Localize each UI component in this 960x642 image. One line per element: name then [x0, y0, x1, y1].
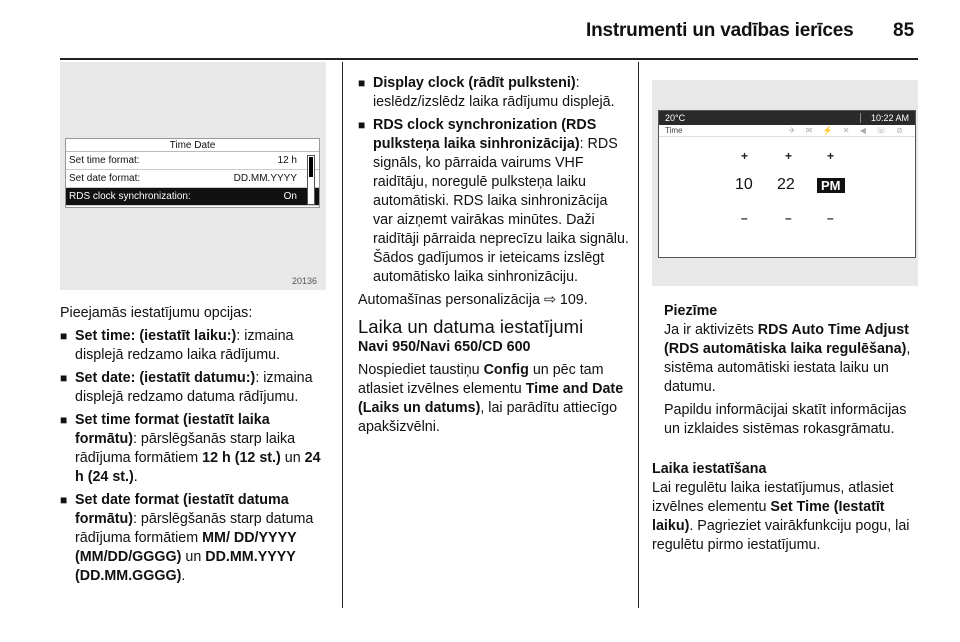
column-divider-1 [342, 62, 343, 608]
section-subheading: Laika iestatīšana [652, 461, 767, 477]
term: RDS clock synchronization (RDS pulksteņa laika sinhronizācija) [373, 117, 597, 152]
note-box [664, 302, 920, 443]
ampm-value: PM [817, 178, 845, 193]
instruction-text: Nospiediet taustiņu Config un pēc tam atlasiet izvēlnes elementu Time and Date (Laiks un datums), lai parādītu attiecīgo apakšizvēlni. [358, 362, 624, 435]
option: 24 h (24 st.) [75, 450, 321, 485]
intro-text: Pieejamās iestatījumu opcijas: [60, 305, 253, 321]
description: : pārslēgšanās starp datuma rādījuma formātiem [75, 511, 314, 546]
punct: . [181, 568, 186, 584]
header-rule [60, 58, 918, 60]
term: Display clock (rādīt pulksteni) [373, 75, 576, 91]
time-date-screen [65, 138, 320, 208]
punct: . [133, 469, 138, 485]
scrollbar-icon [307, 155, 315, 205]
list-item-display-clock [358, 74, 630, 112]
minute-minus-icon: – [785, 211, 792, 225]
screen-label: Time [665, 126, 683, 135]
connector: un [181, 549, 206, 565]
description: : izmaina displejā redzamo datuma rādījumu. [75, 370, 313, 405]
cross-reference: Automašīnas personalizācija ⇨ 109. [358, 292, 588, 308]
menu-row-value: 12 h [277, 155, 297, 166]
clock: 10:22 AM [870, 113, 909, 123]
menu-row-label: RDS clock synchronization: [69, 191, 191, 202]
header-title: Instrumenti un vadības ierīces [586, 20, 854, 41]
set-time-screen [658, 110, 916, 258]
minute-value: 22 [777, 176, 795, 193]
figure-time-date-menu [60, 62, 326, 290]
description: : ieslēdz/izslēdz laika rādījumu displejā. [373, 75, 615, 110]
option: DD.MM.YYYY (DD.MM.GGGG) [75, 549, 296, 584]
note-text-2: Papildu informācijai skatīt informācijas un izklaides sistēmas rokasgrāmatu. [664, 402, 907, 437]
column-divider-2 [638, 62, 639, 608]
description: : izmaina displejā redzamo laika rādījumu. [75, 328, 294, 363]
status-divider [860, 113, 861, 123]
option: MM/ DD/YYYY (MM/DD/GGGG) [75, 530, 297, 565]
menu-row-label: Set date format: [69, 173, 141, 184]
term: Set time format (iestatīt laika formātu) [75, 412, 270, 447]
hour-plus-icon: + [741, 149, 749, 163]
connector: un [280, 450, 305, 466]
section-heading: Laika un datuma iestatījumi [358, 316, 584, 337]
list-item-rds-sync [358, 116, 630, 287]
hour-value: 10 [735, 176, 753, 193]
hour-minus-icon: – [741, 211, 748, 225]
note-term: RDS Auto Time Adjust (RDS automātiska laika regulēšana) [664, 322, 909, 357]
page-number: 85 [893, 20, 915, 41]
description: : pārslēgšanās starp laika rādījuma formātiem [75, 431, 296, 466]
menu-row-rds-sync [66, 188, 319, 206]
figure-number: 20136 [292, 276, 318, 286]
instruction-text: Lai regulētu laika iestatījumus, atlasiet izvēlnes elementu Set Time (Iestatīt laiku). Pagrieziet vairākfunkciju pogu, lai regulētu pirmo iestatījumu. [652, 480, 910, 553]
ampm-minus-icon: – [827, 211, 834, 225]
menu-row-value: On [283, 191, 297, 202]
term: Set date format (iestatīt datuma formātu) [75, 492, 289, 527]
term: Set date: (iestatīt datumu:) [75, 370, 256, 386]
temperature: 20°C [665, 113, 686, 123]
list-item-set-time [60, 327, 332, 365]
menu-row-time-format [66, 152, 319, 170]
term: Set time: (iestatīt laiku:) [75, 328, 237, 344]
list-item-date-format [60, 491, 332, 586]
column-1 [60, 304, 332, 590]
screen-subheader [659, 125, 915, 137]
ampm-plus-icon: + [827, 149, 835, 163]
figure-set-time-screen [652, 80, 918, 286]
list-item-time-format [60, 411, 332, 487]
status-bar [659, 111, 915, 125]
description: : RDS signāls, ko pārraida vairums VHF raidītāju, noregulē pulksteņa laiku automātiski. RDS laika sinhronizācija var aizņemt vairākas minūtes. Daži raidītāji pārraida neprecīzu laika signālu. Šādos gadījumos ir ieteicams izslēgt automātisko laika sinhronizāciju. [373, 136, 629, 285]
option: 12 h (12 st.) [202, 450, 281, 466]
menu-item-ref: Time and Date (Laiks un datums) [358, 381, 624, 416]
note-text: Ja ir aktivizēts RDS Auto Time Adjust (RDS automātiska laika regulēšana), sistēma automātiski iestata laiku un datumu. [664, 322, 911, 395]
status-icons: ✈ ✉ ⚡ ✕ ◀ ☏ ⊘ [788, 126, 907, 135]
list-item-set-date [60, 369, 332, 407]
note-title: Piezīme [664, 303, 718, 319]
config-key: Config [483, 362, 529, 378]
column-3 [652, 460, 920, 559]
set-time-term: Set Time (Iestatīt laiku) [652, 499, 885, 534]
column-2 [358, 74, 630, 441]
screen-title: Time Date [66, 139, 319, 152]
section-subheading: Navi 950/Navi 650/CD 600 [358, 339, 531, 355]
menu-row-value: DD.MM.YYYY [233, 173, 297, 184]
minute-plus-icon: + [785, 149, 793, 163]
menu-row-date-format [66, 170, 319, 188]
menu-row-label: Set time format: [69, 155, 140, 166]
